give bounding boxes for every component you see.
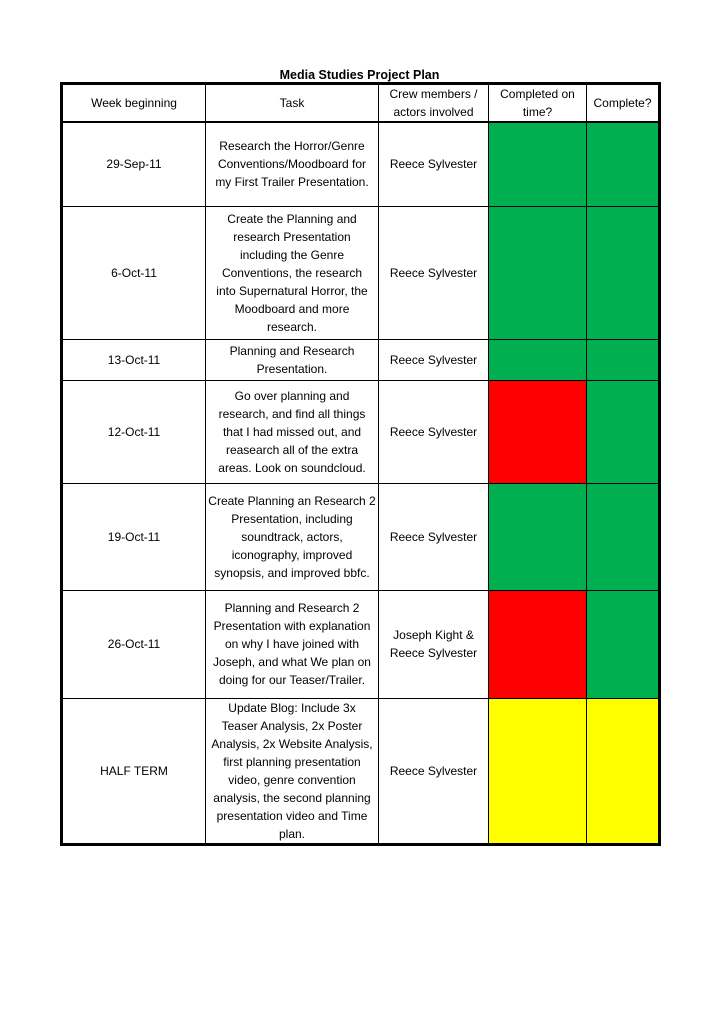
crew-cell: Reece Sylvester <box>379 122 489 206</box>
table-row <box>63 698 659 843</box>
header-ontime: Completed on time? <box>489 85 587 123</box>
table-row <box>63 590 659 698</box>
complete-status-cell <box>587 483 659 590</box>
week-cell: 6-Oct-11 <box>63 206 206 339</box>
ontime-status-cell <box>489 380 587 483</box>
table-row <box>63 206 659 339</box>
task-cell: Go over planning and research, and find all things that I had missed out, and reasearch all of the extra areas. Look on soundcloud. <box>206 380 379 483</box>
task-cell: Planning and Research 2 Presentation with explanation on why I have joined with Joseph, and what We plan on doing for our Teaser/Trailer. <box>206 590 379 698</box>
header-crew: Crew members / actors involved <box>379 85 489 123</box>
week-cell: 26-Oct-11 <box>63 590 206 698</box>
task-cell: Update Blog: Include 3x Teaser Analysis, 2x Poster Analysis, 2x Website Analysis, first planning presentation video, genre convention analysis, the second planning presentation video and Time plan. <box>206 698 379 843</box>
table-header-row <box>63 85 659 123</box>
complete-status-cell <box>587 380 659 483</box>
ontime-status-cell <box>489 590 587 698</box>
complete-status-cell <box>587 122 659 206</box>
complete-status-cell <box>587 590 659 698</box>
crew-cell: Joseph Kight & Reece Sylvester <box>379 590 489 698</box>
crew-cell: Reece Sylvester <box>379 380 489 483</box>
header-task: Task <box>206 85 379 123</box>
header-week: Week beginning <box>63 85 206 123</box>
task-cell: Planning and Research Presentation. <box>206 339 379 380</box>
crew-cell: Reece Sylvester <box>379 206 489 339</box>
table-row <box>63 122 659 206</box>
ontime-status-cell <box>489 339 587 380</box>
ontime-status-cell <box>489 483 587 590</box>
crew-cell: Reece Sylvester <box>379 483 489 590</box>
crew-cell: Reece Sylvester <box>379 339 489 380</box>
task-cell: Create Planning an Research 2 Presentation, including soundtrack, actors, iconography, improved synopsis, and improved bbfc. <box>206 483 379 590</box>
week-cell: 29-Sep-11 <box>63 122 206 206</box>
week-cell: 13-Oct-11 <box>63 339 206 380</box>
complete-status-cell <box>587 339 659 380</box>
header-complete: Complete? <box>587 85 659 123</box>
table-row <box>63 483 659 590</box>
ontime-status-cell <box>489 698 587 843</box>
task-cell: Create the Planning and research Presentation including the Genre Conventions, the research into Supernatural Horror, the Moodboard and more research. <box>206 206 379 339</box>
week-cell: HALF TERM <box>63 698 206 843</box>
crew-cell: Reece Sylvester <box>379 698 489 843</box>
task-cell: Research the Horror/Genre Conventions/Moodboard for my First Trailer Presentation. <box>206 122 379 206</box>
ontime-status-cell <box>489 206 587 339</box>
week-cell: 12-Oct-11 <box>63 380 206 483</box>
table-row <box>63 339 659 380</box>
page-title: Media Studies Project Plan <box>279 68 440 82</box>
week-cell: 19-Oct-11 <box>63 483 206 590</box>
project-plan-table <box>62 84 659 844</box>
complete-status-cell <box>587 206 659 339</box>
complete-status-cell <box>587 698 659 843</box>
table-row <box>63 380 659 483</box>
ontime-status-cell <box>489 122 587 206</box>
